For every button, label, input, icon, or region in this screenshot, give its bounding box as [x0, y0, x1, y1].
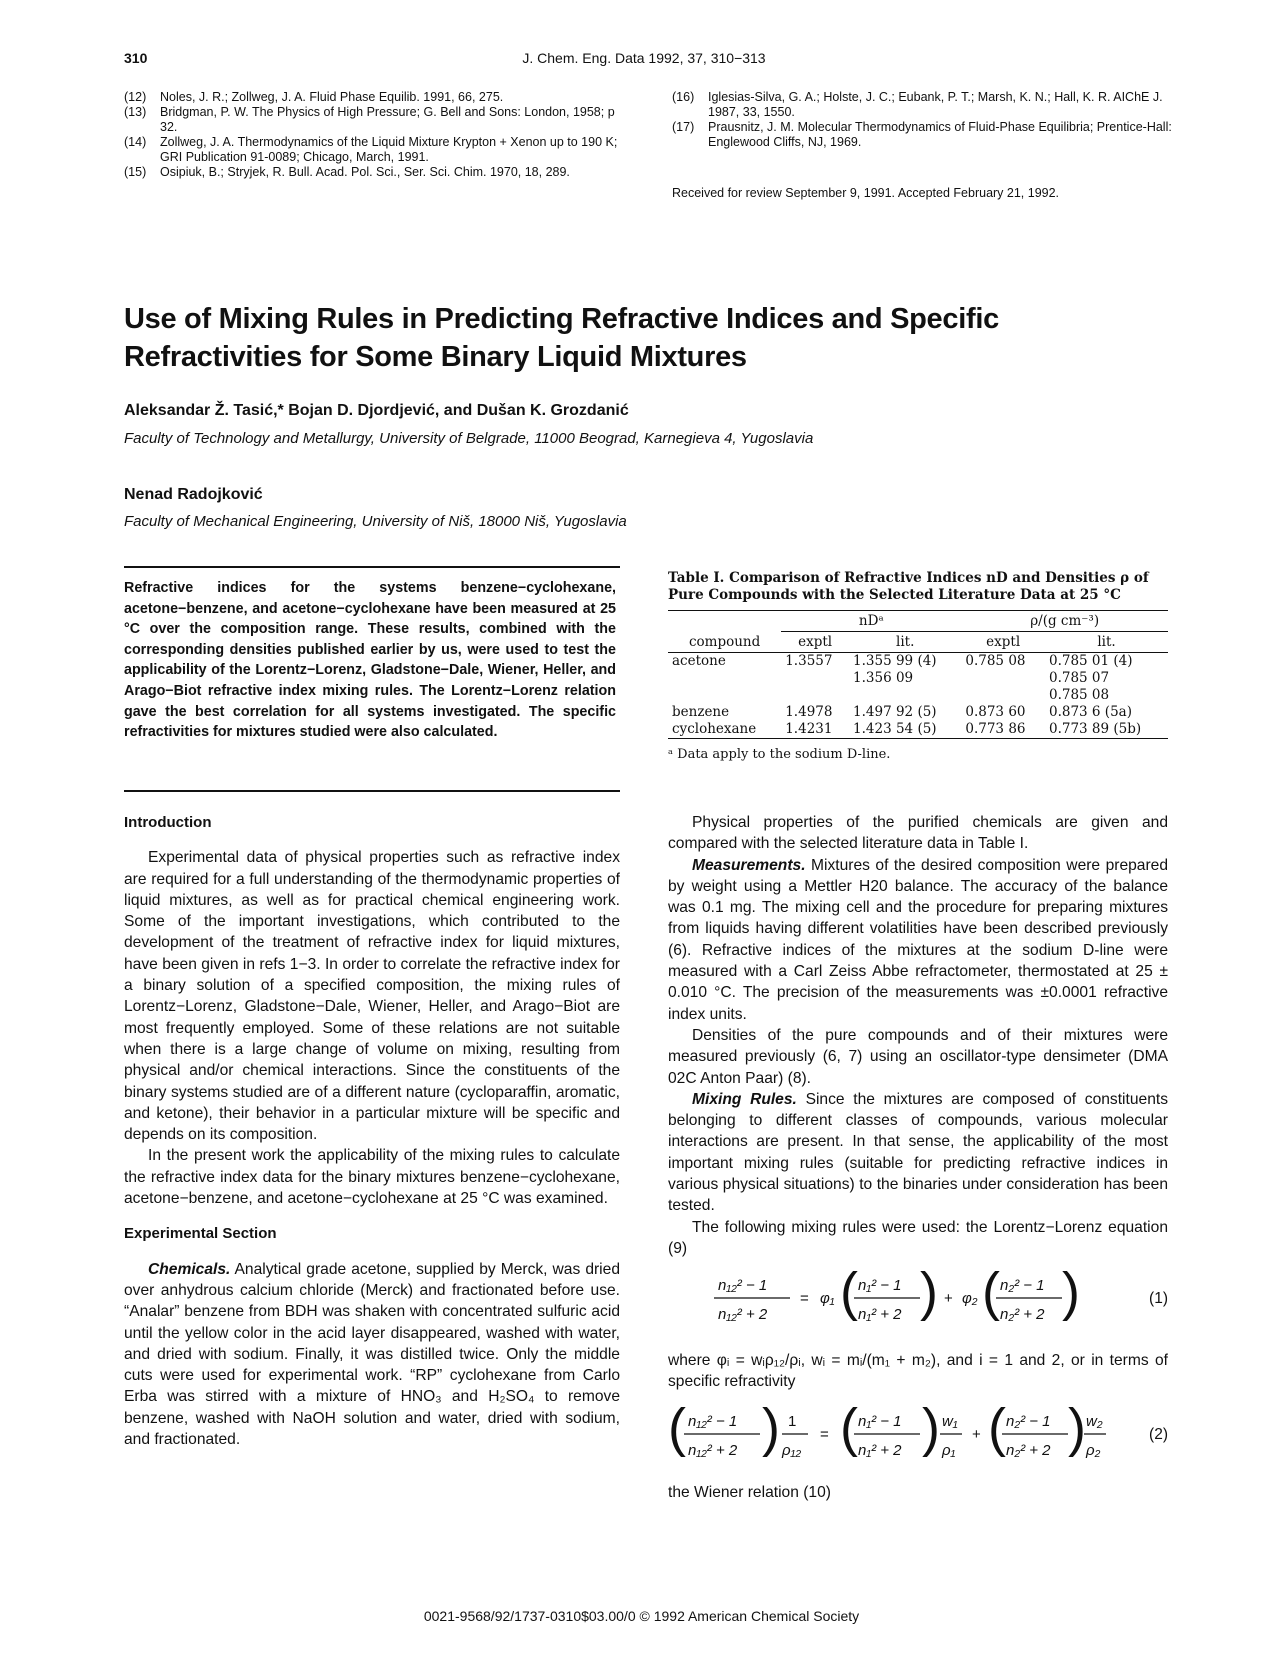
left-column	[124, 812, 620, 1450]
svg-text:(: (	[840, 1398, 858, 1458]
equation-2-number: (2)	[1149, 1426, 1168, 1443]
table-row	[668, 653, 1168, 671]
right-column-continued	[668, 1350, 1168, 1393]
svg-text:(: (	[982, 1262, 1000, 1322]
data-table	[668, 610, 1168, 739]
table-row	[668, 687, 1168, 704]
where-paragraph: where φᵢ = wᵢρ₁₂/ρᵢ, wᵢ = mᵢ/(m₁ + m₂), and i = 1 and 2, or in terms of specific refractivity	[668, 1352, 1168, 1391]
chemicals-paragraph	[124, 1259, 620, 1451]
svg-text:(: (	[840, 1262, 858, 1322]
chemicals-run-in: Chemicals.	[148, 1260, 231, 1278]
svg-text:ρ₂: ρ₂	[1086, 1442, 1101, 1459]
table-cell-compound	[668, 687, 781, 704]
svg-text:n₂² − 1: n₂² − 1	[1006, 1413, 1051, 1430]
table-caption: Table I. Comparison of Refractive Indices nD and Densities ρ of Pure Compounds with the Selected Literature Data at 25 °C	[668, 570, 1149, 603]
reference-number: (15)	[124, 165, 147, 179]
svg-text:=: =	[800, 1290, 809, 1307]
svg-text:n₂² + 2: n₂² + 2	[1000, 1306, 1045, 1323]
svg-text:=: =	[820, 1426, 829, 1443]
table-cell-n-exptl	[781, 670, 849, 687]
svg-text:1: 1	[788, 1413, 797, 1430]
densities-paragraph: Densities of the pure compounds and of their mixtures were measured previously (6, 7) using an oscillator-type densimeter (DMA 02C Anton Paar) (8).	[668, 1026, 1168, 1087]
table-footnote: ᵃ Data apply to the sodium D-line.	[668, 747, 891, 762]
svg-text:φ₂: φ₂	[962, 1290, 978, 1307]
abstract: Refractive indices for the systems benzene−cyclohexane, acetone−benzene, and acetone−cyclohexane have been measured at 25 °C over the composition range. These results, combined with the corresponding densities published earlier by us, were used to test the applicability of the Lorentz−Lorenz, Gladstone−Dale, Wiener, Heller, and Arago−Biot refractive index mixing rules. The Lorentz−Lorenz relation gave the best correlation for all systems investigated. The specific refractivities for mixtures studied were also calculated.	[124, 580, 616, 741]
table-cell-rho-lit: 0.785 07	[1048, 670, 1110, 686]
svg-text:): )	[1062, 1262, 1080, 1322]
col-n-lit: lit.	[896, 634, 915, 650]
col-rho-lit: lit.	[1097, 634, 1116, 650]
svg-text:n₂² − 1: n₂² − 1	[1000, 1277, 1045, 1294]
page-number: 310	[124, 50, 148, 66]
article-title: Use of Mixing Rules in Predicting Refractive Indices and Specific Refractivities for Some Binary Liquid Mixtures	[124, 303, 999, 373]
table-cell-rho-lit: 0.773 89 (5b)	[1048, 721, 1142, 737]
reference-number: (12)	[124, 90, 147, 104]
table-row	[668, 704, 1168, 721]
table-cell-compound	[668, 670, 781, 687]
journal-citation: J. Chem. Eng. Data 1992, 37, 310−313	[522, 50, 766, 66]
svg-text:): )	[762, 1398, 780, 1458]
page-footer: 0021-9568/92/1737-0310$03.00/0 © 1992 American Chemical Society	[423, 1608, 860, 1624]
table-cell-rho-lit: 0.785 01 (4)	[1048, 653, 1133, 669]
table-cell-rho-exptl	[961, 670, 1045, 687]
reference-item	[124, 90, 634, 105]
mixing-rules-run-in: Mixing Rules.	[692, 1090, 797, 1108]
svg-text:n₂² + 2: n₂² + 2	[1006, 1442, 1051, 1459]
table-row	[668, 721, 1168, 739]
table-cell-rho-lit: 0.785 08	[1048, 687, 1110, 703]
table-cell-rho-exptl	[961, 687, 1045, 704]
reference-number: (13)	[124, 105, 147, 119]
reference-text: Prausnitz, J. M. Molecular Thermodynamics of Fluid-Phase Equilibria; Prentice-Hall: Englewood Cliffs, NJ, 1969.	[708, 120, 1172, 149]
table-cell-n-lit: 1.356 09	[853, 670, 914, 686]
reference-text: Bridgman, P. W. The Physics of High Pressure; G. Bell and Sons: London, 1958; p 32.	[160, 105, 615, 134]
reference-item	[672, 120, 1172, 150]
introduction-heading: Introduction	[124, 814, 212, 831]
authors-secondary: Nenad Radojković	[124, 486, 263, 503]
col-rho-exptl: exptl	[986, 634, 1021, 650]
svg-text:w₁: w₁	[942, 1413, 958, 1430]
mixing-rules-paragraph	[668, 1089, 1168, 1217]
group-density-header: ρ/(g cm⁻³)	[961, 611, 1168, 632]
svg-text:n₁² − 1: n₁² − 1	[858, 1413, 902, 1430]
table-cell-n-lit: 1.423 54 (5)	[853, 721, 937, 737]
chemicals-text: Analytical grade acetone, supplied by Merck, was dried over anhydrous calcium chloride (Merck) and fractionated before use. “Analar” benzene from BDH was shaken with concentrated sulfuric acid until the yellow color in the acid layer disappeared, washed with water, and dried with sodium. Finally, it was distilled twice. Only the middle cuts were used for experimental work. “RP” cyclohexane from Carlo Erba was stirred with a mixture of HNO₃ and H₂SO₄ to remove benzene, washed with NaOH solution and water, dried with sodium, and fractionated.	[124, 1260, 620, 1449]
received-date: Received for review September 9, 1991. Accepted February 21, 1992.	[672, 186, 1060, 200]
physical-properties-paragraph: Physical properties of the purified chemicals are given and compared with the selected literature data in Table I.	[668, 814, 1168, 853]
svg-text:ρ₁: ρ₁	[942, 1442, 956, 1459]
svg-text:w₂: w₂	[1086, 1413, 1103, 1430]
reference-item	[124, 105, 634, 135]
reference-text: Zollweg, J. A. Thermodynamics of the Liquid Mixture Krypton + Xenon up to 190 K; GRI Publication 91-0089; Chicago, March, 1991.	[160, 135, 618, 164]
equation-2	[668, 1398, 1168, 1470]
table-cell-rho-exptl: 0.873 60	[965, 704, 1026, 720]
wiener-paragraph: the Wiener relation (10)	[668, 1484, 831, 1501]
following-rules-paragraph: The following mixing rules were used: the Lorentz−Lorenz equation (9)	[668, 1218, 1168, 1257]
svg-text:+: +	[944, 1290, 953, 1307]
equation-1	[668, 1262, 1168, 1336]
right-column-end	[668, 1482, 1168, 1503]
reference-number: (14)	[124, 135, 147, 149]
authors-primary: Aleksandar Ž. Tasić,* Bojan D. Djordjević, and Dušan K. Grozdanić	[124, 402, 629, 419]
table-row	[668, 670, 1168, 687]
table-cell-n-lit: 1.497 92 (5)	[853, 704, 937, 720]
equation-1-graphic	[708, 1262, 1128, 1336]
col-n-exptl: exptl	[798, 634, 833, 650]
references-left	[124, 90, 634, 180]
table-cell-n-exptl	[781, 687, 849, 704]
table-cell-n-lit	[849, 687, 961, 704]
intro-paragraph-1: Experimental data of physical properties such as refractive index are required for a full understanding of the thermodynamic properties of liquid mixtures, as well as for practical chemical engineering work. Some of the important investigations, which contributed to the development of the treatment of refractive index for liquid mixtures, have been given in refs 1−3. In order to correlate the refractive index for a binary solution of a specified composition, the mixing rules of Lorentz−Lorenz, Gladstone−Dale, Wiener, Heller, and Arago−Biot are most frequently employed. Some of these relations are not suitable when there is a large change of volume on mixing, resulting from physical and/or chemical interactions. Since the constituents of the binary systems studied are of a different nature (cycloparaffin, aromatic, and ketone), their behavior in a particular mixture will be specific and depends on its composition.	[124, 849, 620, 1144]
experimental-heading: Experimental Section	[124, 1225, 277, 1243]
affiliation-secondary: Faculty of Mechanical Engineering, University of Niš, 18000 Niš, Yugoslavia	[124, 513, 627, 530]
svg-text:+: +	[972, 1426, 981, 1443]
svg-text:n₁₂² − 1: n₁₂² − 1	[688, 1413, 738, 1430]
group-nd-header: nDᵃ	[781, 611, 961, 632]
measurements-text: Mixtures of the desired composition were prepared by weight using a Mettler H20 balance. The accuracy of the balance was 0.1 mg. The mixing cell and the procedure for preparing mixtures from liquids having different volatilities have been described previously (6). Refractive indices of the mixtures at the sodium D-line were measured with a Carl Zeiss Abbe refractometer, thermostated at 25 ± 0.010 °C. The precision of the measurements was ±0.0001 refractive index units.	[668, 856, 1168, 1023]
reference-number: (17)	[672, 120, 695, 134]
svg-text:n₁² + 2: n₁² + 2	[858, 1306, 902, 1323]
page-header	[124, 50, 1164, 72]
table-cell-rho-exptl: 0.773 86	[965, 721, 1026, 737]
table-cell-n-lit: 1.355 99 (4)	[853, 653, 937, 669]
svg-text:): )	[920, 1262, 938, 1322]
affiliation-primary: Faculty of Technology and Metallurgy, University of Belgrade, 11000 Beograd, Karnegieva 4, Yugoslavia	[124, 430, 814, 447]
abstract-bottom-rule	[124, 790, 620, 792]
svg-text:n₁² − 1: n₁² − 1	[858, 1277, 902, 1294]
reference-item	[672, 90, 1172, 120]
right-column	[668, 812, 1168, 1259]
measurements-run-in: Measurements.	[692, 856, 806, 874]
svg-text:): )	[922, 1398, 940, 1458]
svg-text:n₁₂² + 2: n₁₂² + 2	[688, 1442, 738, 1459]
table-cell-compound: cyclohexane	[672, 721, 757, 737]
reference-item	[124, 135, 634, 165]
svg-text:n₁₂² − 1: n₁₂² − 1	[718, 1277, 768, 1294]
reference-text: Osipiuk, B.; Stryjek, R. Bull. Acad. Pol. Sci., Ser. Sci. Chim. 1970, 18, 289.	[160, 165, 570, 179]
equation-2-graphic	[668, 1398, 1108, 1470]
equation-1-number: (1)	[1149, 1290, 1168, 1307]
table-1	[668, 570, 1168, 762]
table-cell-n-exptl: 1.4231	[785, 721, 833, 737]
table-cell-n-exptl: 1.4978	[785, 704, 833, 720]
svg-text:n₁₂² + 2: n₁₂² + 2	[718, 1306, 768, 1323]
svg-text:n₁² + 2: n₁² + 2	[858, 1442, 902, 1459]
col-compound: compound	[688, 633, 761, 650]
svg-text:(: (	[988, 1398, 1006, 1458]
reference-text: Iglesias-Silva, G. A.; Holste, J. C.; Eubank, P. T.; Marsh, K. N.; Hall, K. R. AIChE J. 1987, 33, 1550.	[708, 90, 1163, 119]
svg-text:ρ₁₂: ρ₁₂	[782, 1442, 802, 1459]
mixing-rules-text: Since the mixtures are composed of constituents belonging to different classes of compounds, various molecular interactions are present. In that sense, the applicability of the most important mixing rules (suitable for predicting refractive indices in various physical situations) to the binaries under consideration has been tested.	[668, 1090, 1168, 1215]
reference-text: Noles, J. R.; Zollweg, J. A. Fluid Phase Equilib. 1991, 66, 275.	[160, 90, 504, 104]
intro-paragraph-2: In the present work the applicability of the mixing rules to calculate the refractive index data for the binary mixtures benzene−cyclohexane, acetone−benzene, and acetone−cyclohexane at 25 °C was examined.	[124, 1147, 620, 1208]
table-cell-rho-lit: 0.873 6 (5a)	[1048, 704, 1132, 720]
table-cell-compound: acetone	[672, 653, 726, 669]
reference-item	[124, 165, 634, 180]
reference-number: (16)	[672, 90, 695, 104]
table-cell-n-exptl: 1.3557	[785, 653, 833, 669]
svg-text:φ₁: φ₁	[820, 1290, 835, 1307]
references-right	[672, 90, 1172, 150]
abstract-top-rule	[124, 566, 620, 568]
table-cell-compound: benzene	[672, 704, 730, 720]
svg-text:(: (	[668, 1398, 686, 1458]
table-cell-rho-exptl: 0.785 08	[965, 653, 1026, 669]
svg-text:): )	[1068, 1398, 1086, 1458]
measurements-paragraph	[668, 855, 1168, 1025]
